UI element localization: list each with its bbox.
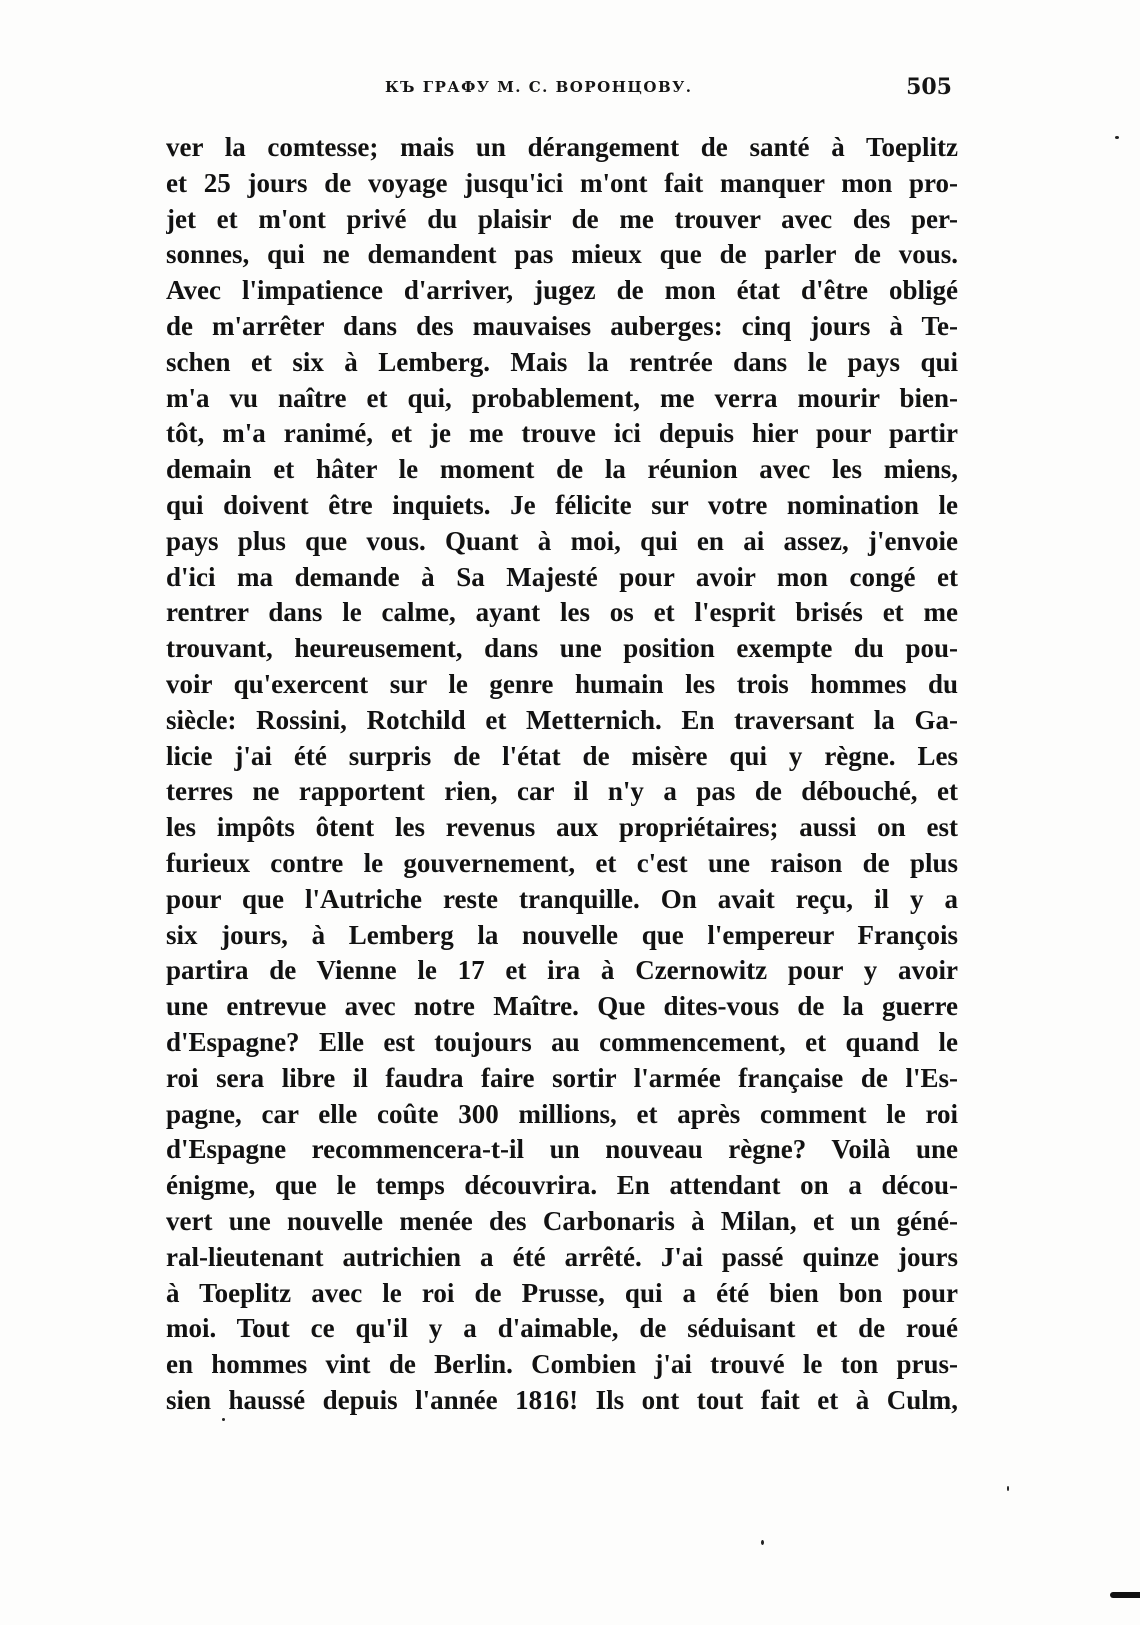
text-line: en hommes vint de Berlin. Combien j'ai trouvé le ton prus- <box>166 1349 958 1380</box>
text-line: furieux contre le gouvernement, et c'est une raison de plus <box>166 847 958 878</box>
text-line: Avec l'impatience d'arriver, jugez de mon état d'être obligé <box>166 275 958 306</box>
text-line: énigme, que le temps découvrira. En attendant on a décou- <box>166 1170 958 1201</box>
text-line: tôt, m'a ranimé, et je me trouve ici depuis hier pour partir <box>166 418 958 449</box>
text-line: d'Espagne? Elle est toujours au commencement, et quand le <box>166 1026 958 1057</box>
text-line: d'Espagne recommencera-t-il un nouveau règne? Voilà une <box>166 1134 958 1165</box>
text-line: rentrer dans le calme, ayant les os et l'esprit brisés et me <box>166 597 958 628</box>
text-line: à Toeplitz avec le roi de Prusse, qui a été bien bon pour <box>166 1277 958 1308</box>
scan-edge-mark <box>1110 1592 1140 1598</box>
text-line: schen et six à Lemberg. Mais la rentrée dans le pays qui <box>166 346 958 377</box>
text-line: jet et m'ont privé du plaisir de me trouver avec des per- <box>166 203 958 234</box>
scan-speck <box>1007 1486 1009 1491</box>
text-line: demain et hâter le moment de la réunion avec les miens, <box>166 454 958 485</box>
text-line: moi. Tout ce qu'il y a d'aimable, de séduisant et de roué <box>166 1313 958 1344</box>
running-title: КЪ ГРАФУ М. С. ВОРОНЦОВУ. <box>385 78 693 96</box>
text-line: m'a vu naître et qui, probablement, me verra mourir bien- <box>166 382 958 413</box>
scan-speck <box>222 1418 225 1421</box>
text-line: six jours, à Lemberg la nouvelle que l'empereur François <box>166 919 958 950</box>
text-line: de m'arrêter dans des mauvaises auberges: cinq jours à Te- <box>166 310 958 341</box>
page-number: 505 <box>906 74 952 100</box>
text-line: licie j'ai été surpris de l'état de misère qui y règne. Les <box>166 740 958 771</box>
text-line: sonnes, qui ne demandent pas mieux que de parler de vous. <box>166 239 958 270</box>
text-line: d'ici ma demande à Sa Majesté pour avoir mon congé et <box>166 561 958 592</box>
text-line: les impôts ôtent les revenus aux propriétaires; aussi on est <box>166 812 958 843</box>
text-line: roi sera libre il faudra faire sortir l'armée française de l'Es- <box>166 1062 958 1093</box>
text-line: qui doivent être inquiets. Je félicite sur votre nomination le <box>166 489 958 520</box>
text-line: et 25 jours de voyage jusqu'ici m'ont fait manquer mon pro- <box>166 167 958 198</box>
text-line: terres ne rapportent rien, car il n'y a pas de débouché, et <box>166 776 958 807</box>
text-line: pour que l'Autriche reste tranquille. On avait reçu, il y a <box>166 883 958 914</box>
text-line: ral-lieutenant autrichien a été arrêté. J'ai passé quinze jours <box>166 1241 958 1272</box>
text-line: vert une nouvelle menée des Carbonaris à Milan, et un géné- <box>166 1205 958 1236</box>
text-line: voir qu'exercent sur le genre humain les trois hommes du <box>166 668 958 699</box>
scan-speck <box>1115 136 1119 139</box>
scan-speck <box>761 1540 764 1545</box>
letter-body <box>166 130 958 1419</box>
text-line: sien haussé depuis l'année 1816! Ils ont tout fait et à Culm, <box>166 1384 958 1415</box>
text-line: pays plus que vous. Quant à moi, qui en ai assez, j'envoie <box>166 525 958 556</box>
text-line: partira de Vienne le 17 et ira à Czernowitz pour y avoir <box>166 955 958 986</box>
text-line: une entrevue avec notre Maître. Que dites-vous de la guerre <box>166 991 958 1022</box>
text-line: pagne, car elle coûte 300 millions, et après comment le roi <box>166 1098 958 1129</box>
text-line: trouvant, heureusement, dans une position exempte du pou- <box>166 633 958 664</box>
text-line: ver la comtesse; mais un dérangement de santé à Toeplitz <box>166 132 958 162</box>
text-line: siècle: Rossini, Rotchild et Metternich. En traversant la Ga- <box>166 704 958 735</box>
